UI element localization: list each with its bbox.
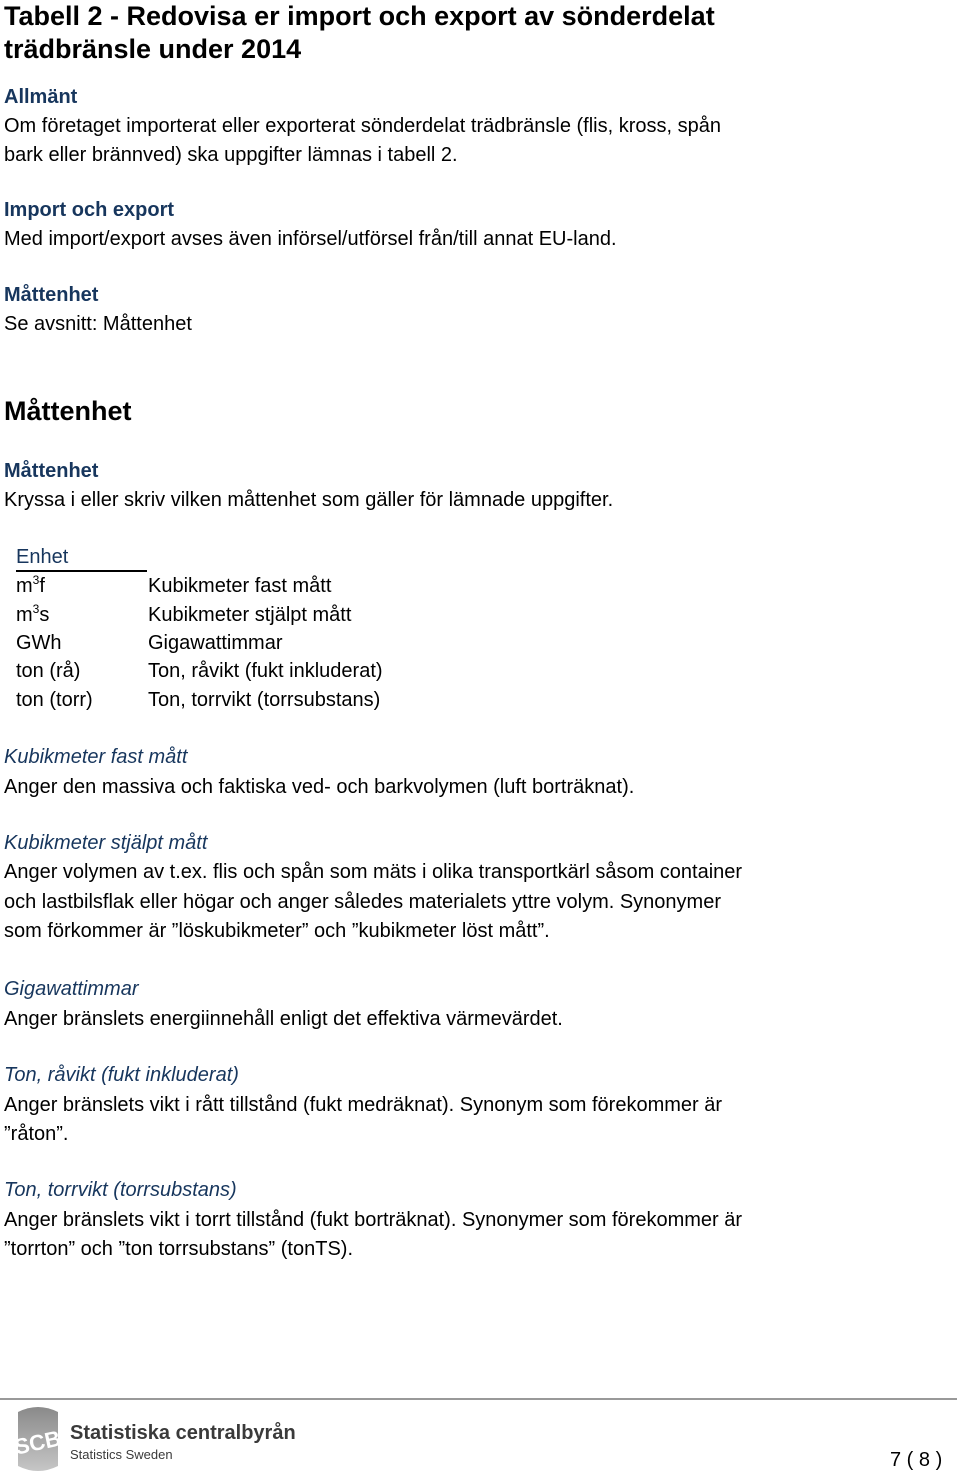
mattenhet-ref-text: Se avsnitt: Måttenhet <box>4 313 192 335</box>
import-export-text: Med import/export avses även införsel/utförsel från/till annat EU-land. <box>4 228 617 250</box>
allmant-heading: Allmänt <box>4 86 78 108</box>
def-stjalpt-text-2: och lastbilsflak eller högar och anger således materialets yttre volym. Synonymer <box>4 891 721 913</box>
def-stjalpt-text-1: Anger volymen av t.ex. flis och spån som mäts i olika transportkärl såsom container <box>4 861 743 883</box>
def-ravikt-text-1: Anger bränslets vikt i rått tillstånd (fukt medräknat). Synonym som förekommer är <box>4 1094 723 1116</box>
page-title-line2: trädbränsle under 2014 <box>4 34 302 64</box>
unit-description: Kubikmeter stjälpt mått <box>148 604 352 626</box>
unit-description: Ton, torrvikt (torrsubstans) <box>148 689 381 711</box>
page-title-line1: Tabell 2 - Redovisa er import och export av sönderdelat <box>4 1 715 31</box>
unit-description: Ton, råvikt (fukt inkluderat) <box>148 660 383 682</box>
def-fast-heading: Kubikmeter fast mått <box>4 746 188 768</box>
unit-code: ton (rå) <box>16 660 81 682</box>
def-torrvikt-heading: Ton, torrvikt (torrsubstans) <box>4 1179 237 1201</box>
import-export-heading: Import och export <box>4 199 175 221</box>
def-ravikt-heading: Ton, råvikt (fukt inkluderat) <box>4 1064 239 1086</box>
footer-divider <box>0 1398 957 1400</box>
scb-logo-mark <box>14 1404 62 1474</box>
org-name: Statistiska centralbyrån <box>70 1422 296 1444</box>
def-torrvikt-text-1: Anger bränslets vikt i torrt tillstånd (fukt borträknat). Synonymer som förekommer är <box>4 1209 743 1231</box>
mattenhet-ref-heading: Måttenhet <box>4 284 99 306</box>
allmant-text-2: bark eller brännved) ska uppgifter lämnas i tabell 2. <box>4 144 458 166</box>
mattenhet-intro-heading: Måttenhet <box>4 460 99 482</box>
mattenhet-intro-text: Kryssa i eller skriv vilken måttenhet som gäller för lämnade uppgifter. <box>4 489 614 511</box>
allmant-text-1: Om företaget importerat eller exporterat sönderdelat trädbränsle (flis, kross, spån <box>4 115 721 137</box>
unit-description: Kubikmeter fast mått <box>148 575 332 597</box>
def-stjalpt-text-3: som förkommer är ”löskubikmeter” och ”kubikmeter löst mått”. <box>4 920 550 942</box>
units-header-underline <box>16 570 147 572</box>
def-stjalpt-heading: Kubikmeter stjälpt mått <box>4 832 208 854</box>
def-gwh-heading: Gigawattimmar <box>4 978 139 1000</box>
page-number: 7 ( 8 ) <box>890 1449 943 1471</box>
unit-code: $m^3f$ <box>16 573 45 597</box>
svg-text:SCB: SCB <box>14 1425 62 1460</box>
unit-code: GWh <box>16 632 62 654</box>
unit-code: ton (torr) <box>16 689 93 711</box>
unit-code: $m^3s$ <box>16 602 50 626</box>
units-header: Enhet <box>16 546 69 568</box>
def-ravikt-text-2: ”råton”. <box>4 1123 69 1145</box>
unit-description: Gigawattimmar <box>148 632 283 654</box>
def-torrvikt-text-2: ”torrton” och ”ton torrsubstans” (tonTS). <box>4 1238 354 1260</box>
org-name-en: Statistics Sweden <box>70 1447 173 1462</box>
def-fast-text: Anger den massiva och faktiska ved- och barkvolymen (luft borträknat). <box>4 776 635 798</box>
section-title: Måttenhet <box>4 396 132 426</box>
def-gwh-text: Anger bränslets energiinnehåll enligt det effektiva värmevärdet. <box>4 1008 563 1030</box>
